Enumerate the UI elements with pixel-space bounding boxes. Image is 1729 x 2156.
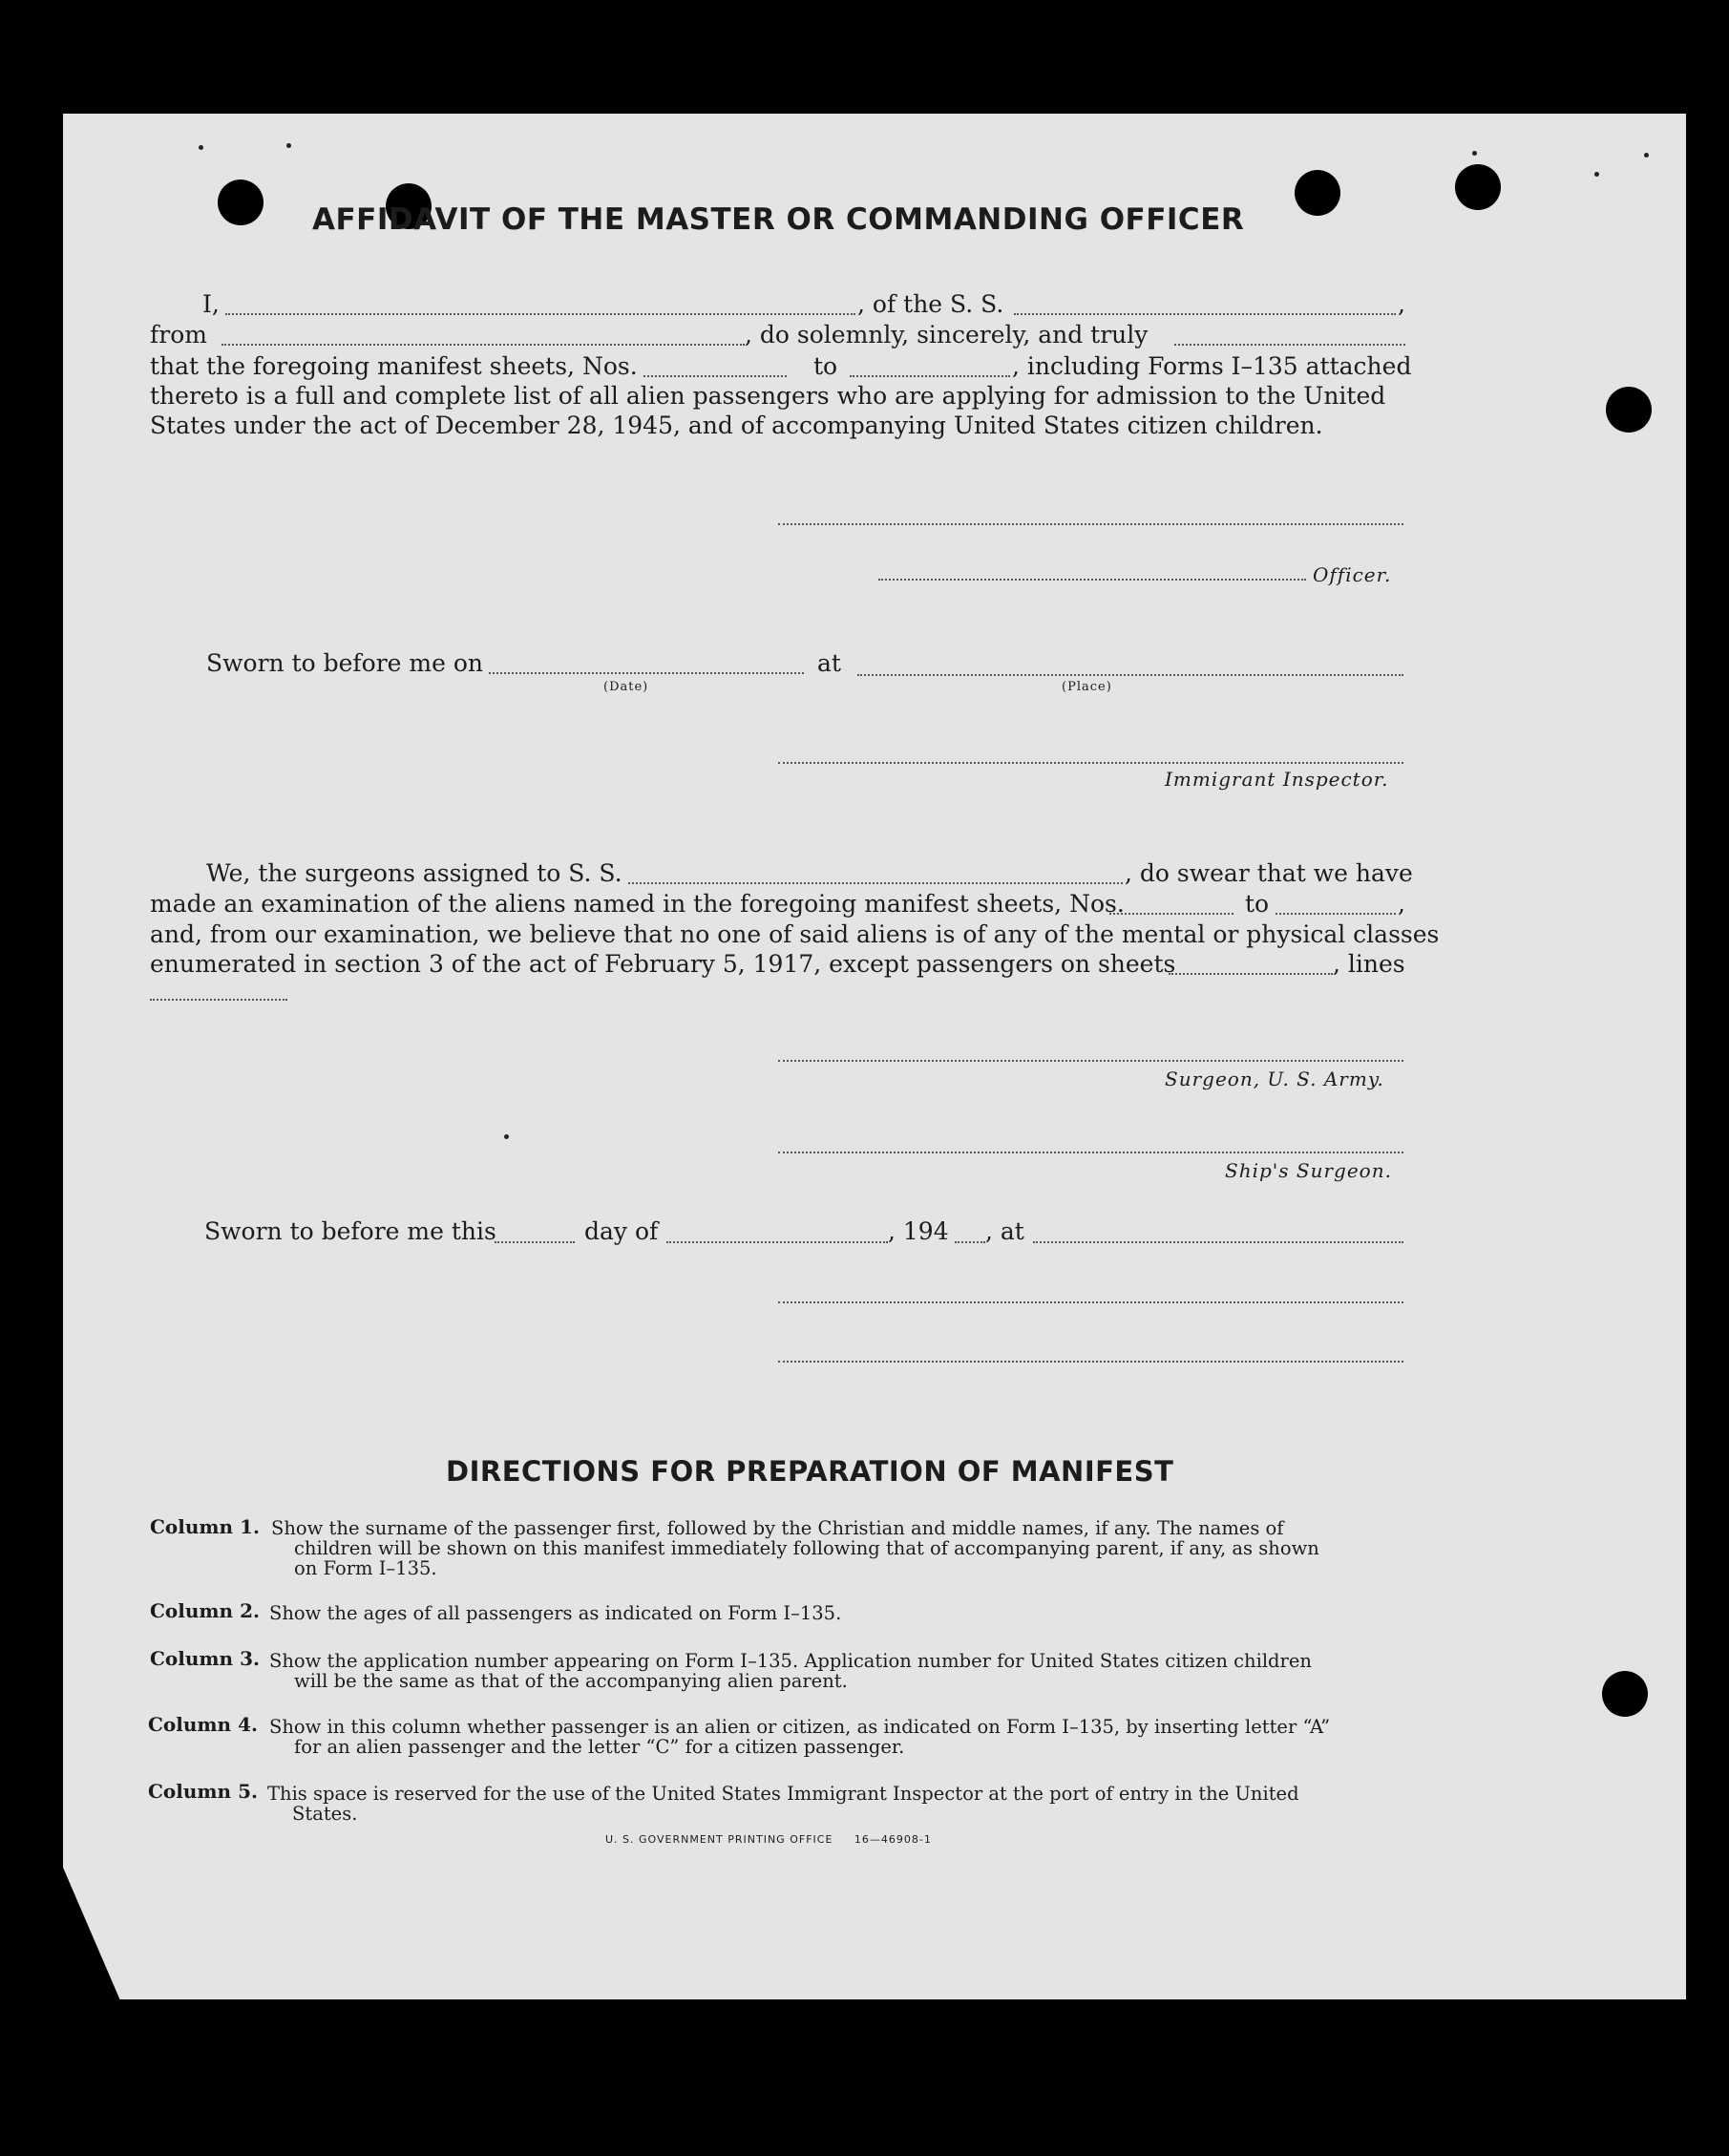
date-caption: (Date)	[603, 680, 649, 694]
surgeons-line1-b: , do swear that we have	[1125, 859, 1413, 887]
punch-hole	[218, 180, 264, 225]
affidavit-line3-c: , including Forms I–135 attached	[1012, 352, 1412, 380]
army-surgeon-label: Surgeon, U. S. Army.	[1165, 1067, 1384, 1090]
army-surgeon-signature-line[interactable]	[778, 1060, 1403, 1062]
column4-label: Column 4.	[148, 1713, 258, 1736]
inspector-signature-line[interactable]	[778, 762, 1403, 764]
column1-line2: children will be shown on this manifest immediately following that of accompanying parent, if any, as shown	[294, 1537, 1319, 1559]
column1-label: Column 1.	[150, 1515, 260, 1538]
column5-label: Column 5.	[148, 1780, 258, 1803]
officer-label: Officer.	[1313, 563, 1392, 586]
surgeon-ship-field[interactable]	[628, 882, 1123, 884]
punch-hole	[1602, 1671, 1648, 1717]
punch-hole	[1295, 170, 1340, 216]
sworn-place-field[interactable]	[857, 674, 1403, 676]
form-title: AFFIDAVIT OF THE MASTER OR COMMANDING OFFICER	[312, 202, 1245, 237]
affidavit-line1-a: I,	[202, 290, 220, 318]
punch-hole	[1606, 387, 1652, 433]
directions-title: DIRECTIONS FOR PREPARATION OF MANIFEST	[446, 1455, 1174, 1488]
officer-signature-line[interactable]	[878, 579, 1306, 581]
paper-speck	[1594, 172, 1599, 177]
paper-speck	[504, 1134, 509, 1139]
surgeons-line1-a: We, the surgeons assigned to S. S.	[206, 859, 622, 887]
sworn-year-field[interactable]	[955, 1241, 985, 1243]
signature-line-2[interactable]	[778, 1361, 1403, 1363]
surgeons-line4-b: , lines	[1333, 950, 1405, 978]
surgeon-sheets-to-field[interactable]	[1276, 913, 1396, 915]
surgeons-line2-c: ,	[1398, 890, 1405, 918]
column1-line3: on Form I–135.	[294, 1557, 437, 1579]
declaration-field[interactable]	[1174, 344, 1405, 346]
column4-line2: for an alien passenger and the letter “C” for a citizen passenger.	[294, 1736, 905, 1758]
affidavit-line3-b: to	[813, 352, 838, 380]
sworn2-a: Sworn to before me this	[204, 1217, 496, 1245]
sworn1-text: Sworn to before me on	[206, 649, 484, 677]
column1-line1: Show the surname of the passenger first, followed by the Christian and middle names, if any. The names of	[271, 1517, 1284, 1539]
column4-line1: Show in this column whether passenger is an alien or citizen, as indicated on Form I–135, by inserting letter “A”	[269, 1716, 1331, 1738]
paper-speck	[1644, 153, 1649, 158]
sworn-day-field[interactable]	[495, 1241, 575, 1243]
paper-speck	[286, 143, 291, 148]
inspector-label: Immigrant Inspector.	[1165, 768, 1389, 791]
surgeons-line4-a: enumerated in section 3 of the act of February 5, 1917, except passengers on sheets	[150, 950, 1176, 978]
sworn-at-field[interactable]	[1033, 1241, 1403, 1243]
surgeons-line3: and, from our examination, we believe that no one of said aliens is of any of the mental or physical classes	[150, 920, 1440, 948]
column2-line1: Show the ages of all passengers as indicated on Form I–135.	[269, 1602, 842, 1624]
surgeons-line2-b: to	[1245, 890, 1270, 918]
affidavit-line3-a: that the foregoing manifest sheets, Nos.	[150, 352, 638, 380]
place-caption: (Place)	[1062, 680, 1112, 694]
column5-line1: This space is reserved for the use of the United States Immigrant Inspector at the port of entry in the United	[267, 1783, 1299, 1805]
paper-speck	[199, 145, 203, 150]
paper-speck	[1472, 151, 1477, 156]
printing-office-footer: U. S. GOVERNMENT PRINTING OFFICE 16—46908-1	[605, 1833, 932, 1846]
ship-name-field[interactable]	[1014, 313, 1396, 315]
sworn-date-field[interactable]	[489, 672, 804, 674]
sheets-from-field[interactable]	[643, 375, 787, 377]
column2-label: Column 2.	[150, 1599, 260, 1622]
sheets-to-field[interactable]	[850, 375, 1010, 377]
punch-hole	[1455, 164, 1501, 210]
sworn-month-field[interactable]	[666, 1241, 888, 1243]
sworn2-b: day of	[584, 1217, 659, 1245]
column3-line2: will be the same as that of the accompanying alien parent.	[294, 1670, 848, 1692]
surgeon-sheets-from-field[interactable]	[1109, 913, 1233, 915]
affidavit-line5: States under the act of December 28, 1945, and of accompanying United States citizen children.	[150, 412, 1323, 439]
except-lines-field[interactable]	[150, 999, 287, 1001]
affidavit-line1-c: ,	[1398, 290, 1405, 318]
sworn2-d: , at	[985, 1217, 1024, 1245]
affidavit-line2-b: , do solemnly, sincerely, and truly	[745, 321, 1149, 349]
signature-line-1[interactable]	[778, 1301, 1403, 1303]
column3-line1: Show the application number appearing on Form I–135. Application number for United States citizen children	[269, 1650, 1312, 1672]
master-name-field[interactable]	[225, 313, 855, 315]
sworn2-c: , 194	[888, 1217, 949, 1245]
column3-label: Column 3.	[150, 1647, 260, 1670]
affidavit-line1-b: , of the S. S.	[857, 290, 1004, 318]
except-sheets-field[interactable]	[1169, 973, 1333, 975]
ship-surgeon-signature-line[interactable]	[778, 1152, 1403, 1153]
port-from-field[interactable]	[221, 344, 745, 346]
column5-line2: States.	[292, 1803, 358, 1825]
master-signature-line[interactable]	[778, 523, 1403, 525]
sworn1-at: at	[817, 649, 841, 677]
ship-surgeon-label: Ship's Surgeon.	[1225, 1159, 1392, 1182]
affidavit-line4: thereto is a full and complete list of all alien passengers who are applying for admission to the United	[150, 382, 1386, 410]
surgeons-line2-a: made an examination of the aliens named in the foregoing manifest sheets, Nos.	[150, 890, 1125, 918]
affidavit-line2-a: from	[150, 321, 207, 349]
